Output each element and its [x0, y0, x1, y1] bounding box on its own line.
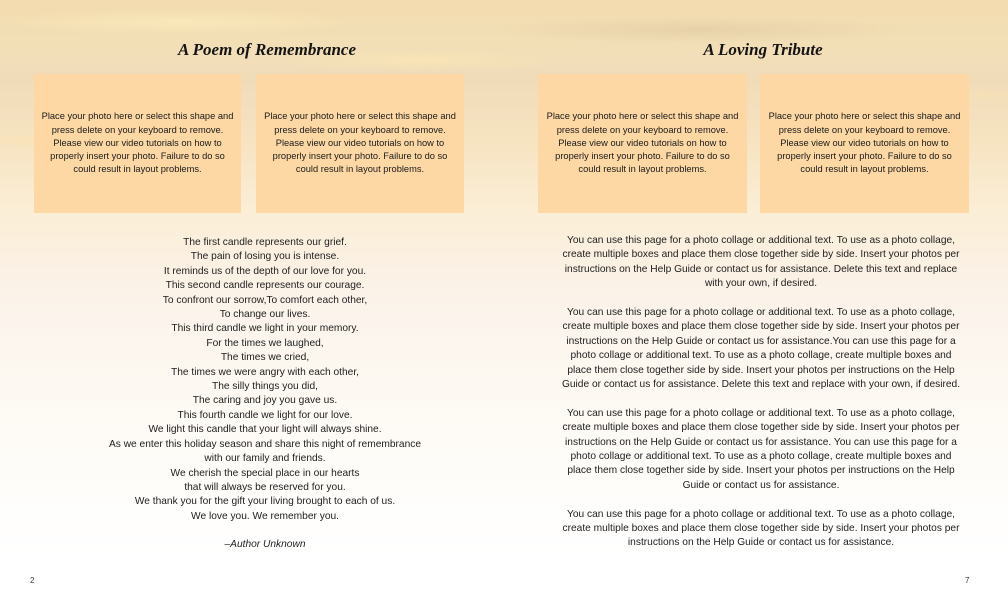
page-number: 7: [965, 576, 970, 585]
poem-line: We thank you for the gift your living brought to each of us.: [134, 496, 396, 508]
poem-line: To change our lives.: [219, 309, 311, 321]
photo-placeholder[interactable]: [760, 74, 969, 213]
photo-placeholder[interactable]: [256, 74, 464, 213]
poem-line: For the times we laughed,: [206, 337, 324, 349]
poem: [60, 236, 470, 553]
poem-line: It reminds us of the depth of our love for you.: [163, 265, 367, 277]
poem-line: The caring and joy you gave us.: [192, 395, 338, 407]
photo-placeholder-text: Place your photo here or select this shape and press delete on your keyboard to remove. Please view our video tutorials on how to properly insert your photo. Failure to do so could result in layout problems.: [41, 111, 234, 175]
photo-placeholder-text: Place your photo here or select this shape and press delete on your keyboard to remove. Please view our video tutorials on how to properly insert your photo. Failure to do so could result in layout problems.: [768, 111, 961, 175]
poem-line: that will always be reserved for you.: [184, 481, 346, 493]
poem-line: The pain of losing you is intense.: [190, 251, 340, 263]
tribute-paragraph: You can use this page for a photo collage or additional text. To use as a photo collage, create multiple boxes and place them close together side by side. Insert your photos per instructions on the Help Guide or contact us for assistance.: [562, 508, 960, 549]
poem-line: The times we cried,: [220, 352, 310, 364]
tribute-paragraph: You can use this page for a photo collage or additional text. To use as a photo collage, create multiple boxes and place them close together side by side. Insert your photos per instructions on the Help Guide or contact us for assistance. You can use this page for a photo collage or additional text. To use as a photo collage, create multiple boxes and place them close together side by side. Insert your photos per instructions on the Help Guide or contact us for assistance.: [562, 407, 960, 491]
right-page: [504, 0, 1008, 612]
poem-line: This third candle we light in your memory.: [171, 323, 359, 335]
poem-line: To confront our sorrow,To comfort each other,: [162, 294, 368, 306]
poem-line: We cherish the special place in our hearts: [170, 467, 360, 479]
poem-line: The times we were angry with each other,: [171, 366, 359, 378]
page-title: A Loving Tribute: [703, 40, 823, 59]
tribute-paragraph: You can use this page for a photo collage or additional text. To use as a photo collage, create multiple boxes and place them close together side by side. Insert your photos per instructions on the Help Guide or contact us for assistance. Delete this text and replace with your own, if desired.: [562, 235, 960, 290]
photo-placeholder[interactable]: [34, 74, 241, 213]
tribute-paragraph: You can use this page for a photo collage or additional text. To use as a photo collage, create multiple boxes and place them close together side by side. Insert your photos per instructions on the Help Guide or contact us for assistance.You can use this page for a photo collage or additional text. To use as a photo collage, create multiple boxes and place them close together side by side. Insert your photos per instructions on the Help Guide or contact us for assistance. Delete this text and replace with your own, if desired.: [561, 307, 961, 391]
page-number: 2: [30, 576, 35, 585]
poem-line: We love you. We remember you.: [191, 510, 339, 522]
tribute-text: [558, 234, 964, 565]
poem-line: The first candle represents our grief.: [183, 237, 347, 248]
poem-author: –Author Unknown: [224, 539, 306, 551]
photo-placeholder-text: Place your photo here or select this shape and press delete on your keyboard to remove. Please view our video tutorials on how to properly insert your photo. Failure to do so could result in layout problems.: [546, 111, 739, 175]
page-title: A Poem of Remembrance: [177, 40, 356, 59]
photo-placeholder-text: Place your photo here or select this shape and press delete on your keyboard to remove. Please view our video tutorials on how to properly insert your photo. Failure to do so could result in layout problems.: [264, 111, 456, 175]
poem-line: As we enter this holiday season and share this night of remembrance: [108, 438, 422, 450]
poem-line: The silly things you did,: [212, 381, 318, 393]
poem-line: This second candle represents our courage.: [165, 280, 365, 292]
poem-line: with our family and friends.: [204, 453, 326, 465]
poem-line: This fourth candle we light for our love.: [177, 409, 353, 421]
photo-placeholder[interactable]: [538, 74, 747, 213]
poem-line: We light this candle that your light will always shine.: [148, 424, 382, 436]
